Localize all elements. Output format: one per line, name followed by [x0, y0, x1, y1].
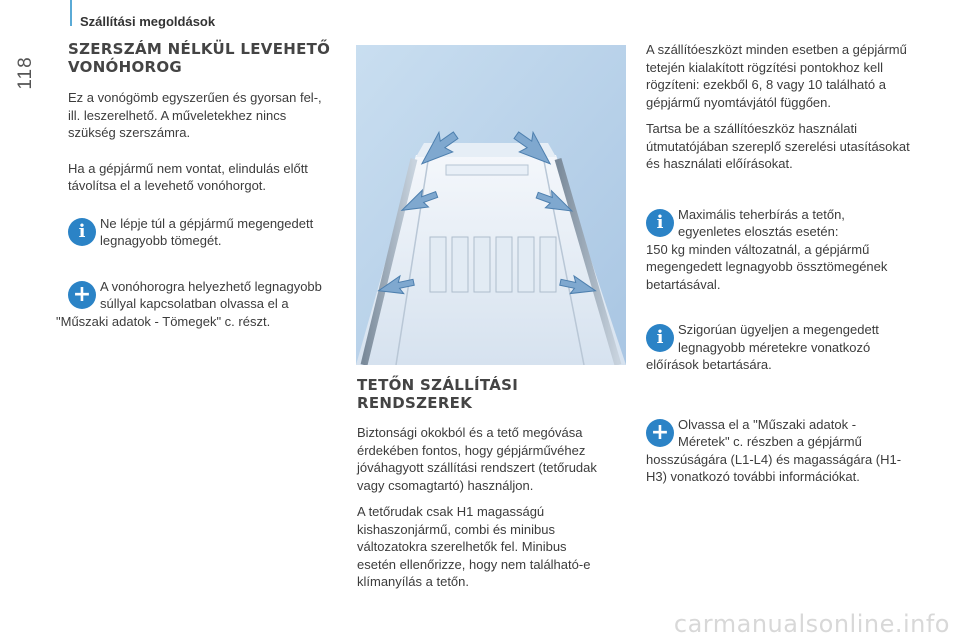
- note-tech-data-line-1: Olvassa el a "Műszaki adatok -: [678, 416, 857, 432]
- note-plus-load: [56, 278, 338, 331]
- roof-illustration: [356, 45, 626, 365]
- page-number: 118: [15, 56, 36, 90]
- note-dimensions-line-1: Szigorúan ügyeljen a megengedett: [678, 322, 879, 337]
- info-icon: i: [646, 324, 674, 352]
- note-max-load-line-2: egyenletes elosztás esetén:: [678, 224, 839, 239]
- note-plus-line-1: A vonóhorogra helyezhető legnagyobb: [100, 278, 322, 294]
- watermark: carmanualsonline.info: [673, 610, 950, 638]
- right-column: [646, 41, 918, 486]
- roof-rails-image: [356, 45, 626, 365]
- note-tech-data-rest: hosszúságára (L1-L4) és magasságára (H1-H3) vonatkozó további információkat.: [646, 451, 902, 484]
- roof-systems-heading: TETŐN SZÁLLÍTÁSI RENDSZEREK: [357, 376, 519, 412]
- note-dimensions-line-2: legnagyobb méretekre vonatkozó: [678, 339, 871, 355]
- note-max-load: [646, 206, 918, 294]
- left-column: [56, 40, 338, 330]
- right-para-1: A szállítóeszközt minden esetben a gépjármű tetején kialakított rögzítési pontokhoz kell rögzíteni: ezekből 6, 8 vagy 10 található a gépjármű nyomtávjától függően.: [646, 42, 907, 110]
- roof-para-2: A tetőrudak csak H1 magasságú kishaszonjármű, combi és minibus változatokra szerelhetők fel. Minibus esetén ellenőrizze, hogy nem található-e klímanyílás a tetőn.: [357, 504, 591, 589]
- sidebar-accent-line: [70, 0, 72, 26]
- towbar-para-1: Ez a vonógömb egyszerűen és gyorsan fel-, ill. leszerelhető. A műveletekhez nincs szükség szerszámra.: [68, 90, 322, 140]
- right-para-2: Tartsa be a szállítóeszköz használati útmutatójában szereplő szerelési utasításokat és használati előírásokat.: [646, 121, 910, 171]
- note-plus-rest: "Műszaki adatok - Tömegek" c. részt.: [56, 313, 271, 329]
- note-plus-line-2: súllyal kapcsolatban olvassa el a: [100, 296, 289, 311]
- note-dimensions-rest: előírások betartására.: [646, 357, 772, 372]
- roof-para-1: Biztonsági okokból és a tető megóvása érdekében fontos, hogy gépjárművéhez jóváhagyott szállítási rendszert (tetőrudak vagy csomagtartó) használjon.: [357, 425, 597, 493]
- note-tech-data-line-2: Méretek" c. részben a gépjármű: [678, 434, 862, 449]
- note-max-load-rest: 150 kg minden változatnál, a gépjármű megengedett legnagyobb össztömegének betartásával.: [646, 241, 888, 292]
- note-info-rest: legnagyobb tömegét.: [100, 233, 222, 248]
- middle-column: [357, 376, 622, 591]
- info-icon: i: [68, 218, 96, 246]
- info-icon: i: [646, 209, 674, 237]
- note-dimensions: [646, 321, 918, 374]
- plus-icon: +: [646, 419, 674, 447]
- note-max-load-line-1: Maximális teherbírás a tetőn,: [678, 206, 845, 222]
- note-info-weight: [68, 215, 338, 250]
- section-title: Szállítási megoldások: [80, 14, 216, 29]
- plus-icon: +: [68, 281, 96, 309]
- note-info-line: Ne lépje túl a gépjármű megengedett: [100, 215, 314, 231]
- towbar-heading: SZERSZÁM NÉLKÜL LEVEHETŐ VONÓHOROG: [68, 40, 331, 76]
- towbar-para-2: Ha a gépjármű nem vontat, elindulás előtt távolítsa el a levehető vonóhorgot.: [68, 160, 308, 193]
- note-tech-data: [646, 416, 918, 486]
